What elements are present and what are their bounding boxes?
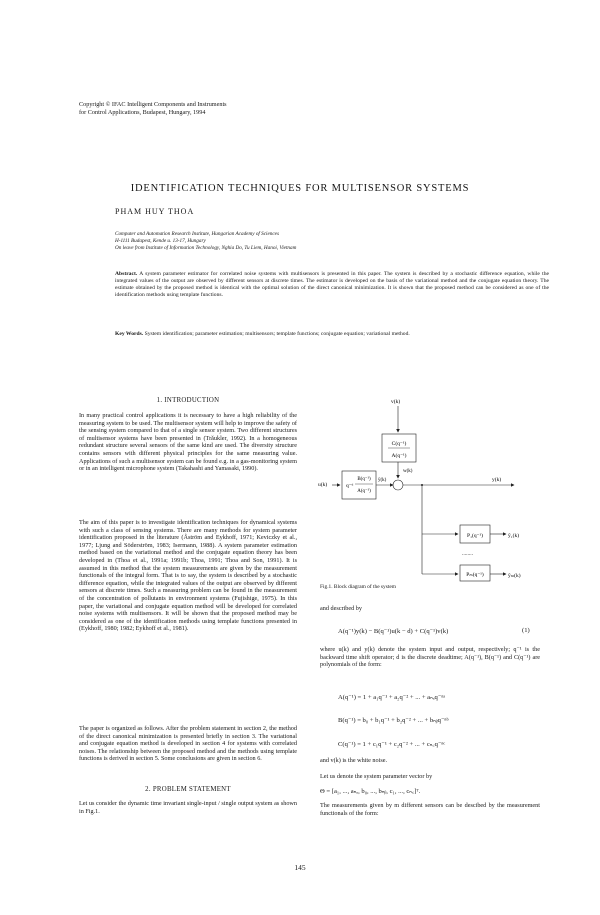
white-noise-text: and v(k) is the white noise. (320, 757, 388, 764)
noise-filter-denominator: A(q⁻¹) (391, 453, 407, 459)
figure-caption: Fig.1. Block diagram of the system (320, 584, 396, 590)
intro-para-3: The paper is organized as follows. After the problem statement in section 2, the method of the direct canonical minimization is presented briefly in section 3. The variational and conjugate equation method is developed in section 4 for systems with correlated noises. The relationship between the proposed method and the methods using template functions is derived in section 5. Some conclusions are given in section 6. (79, 725, 297, 763)
sensor-m-transfer: Pₘ(q⁻¹) (466, 572, 484, 578)
copyright-line-2: for Control Applications, Budapest, Hungary, 1994 (79, 108, 206, 116)
sensor-1-output: ỹ₁(k) (508, 533, 520, 539)
keywords-label: Key Words. (115, 331, 144, 337)
abstract (115, 271, 549, 299)
system-output-label: y(k) (492, 477, 502, 483)
measurements-text: The measurements given by m different sensors can be descibed by the measurement functionals of the form: (320, 802, 540, 817)
author-affiliation (115, 231, 535, 251)
sensor-1-transfer: P₁(q⁻¹) (467, 533, 483, 539)
noise-input-label: v(k) (391, 399, 401, 405)
plant-denominator: A(q⁻¹) (357, 489, 371, 494)
affiliation-line-1: Computer and Automation Research Institute, Hungarian Academy of Sciences (115, 231, 280, 237)
paper-author: PHAM HUY THOA (115, 207, 195, 216)
affiliation-line-3: On leave from Institute of Information Technology, Nghia Do, Tu Liem, Hanoi, Vietnam (115, 244, 297, 251)
intro-para-2: The aim of this paper is to investigate identification techniques for dynamical systems with such a class of sensing systems. There are many methods for system parameter identification proposed in the literature (Åström and Eykhoff, 1971; Keviczky et al., 1977; Ljung and Söderström, 1983; Isermann, 1988). A system parameter estimation method based on the variational method and the conjugate equation theory has been developed in (Thoa et al., 1991a; 1991b; Thoa, 1991; Thoa and Son, 1991). It is assumed in this method that the system measurements are given by the measurement functionals of the integral form. That is to say, the system is described by a stochastic difference equation, while the integrated values of the output are observed by different sensors at discrete times. Such a measuring problem can be found in the measurement of the concentration of pollutants in environment systems (Fujishige, 1975). In this paper, the variational and conjugate equation method will be developed for correlated noise systems with multisensors. It will be shown that the proposed method may be considered as one of the identification methods using template functions presented in (Eykhoff, 1980; 1982; Eykhoff et al., 1981). (79, 519, 297, 633)
problem-heading: 2. PROBLEM STATEMENT (145, 786, 231, 793)
plant-numerator: B(q⁻¹) (357, 477, 371, 482)
equation-B: B(q⁻¹) = b₀ + b₁q⁻¹ + b₂q⁻² + ... + bₙᵦq⁻ⁿᵇ (338, 717, 449, 724)
paper-title: IDENTIFICATION TECHNIQUES FOR MULTISENSOR SYSTEMS (130, 183, 470, 194)
sensor-ellipsis: ........ (462, 551, 473, 557)
described-by-text: and described by (320, 605, 362, 612)
sensor-m-output: ỹₘ(k) (508, 573, 521, 579)
abstract-label: Abstract. (115, 271, 138, 277)
where-text: where u(k) and y(k) denote the system input and output, respectively; q⁻¹ is the backward time shift operator; d is the discrete deadtime; A(q⁻¹), B(q⁻¹) and C(q⁻¹) are polynomials of the form: (320, 646, 540, 669)
keywords (115, 331, 549, 338)
block-diagram-figure (312, 392, 552, 582)
problem-para-1: Let us consider the dynamic time invariant single-input / single output system as shown in Fig.1. (79, 800, 297, 815)
copyright-notice (79, 101, 379, 116)
plant-delay: q⁻ᵈ (346, 483, 354, 489)
system-input-label: u(k) (318, 482, 328, 488)
equation-1-number: (1) (522, 627, 530, 634)
copyright-line-1: Copyright © IFAC Intelligent Components and Instruments (79, 101, 227, 108)
keywords-text: System identification; parameter estimation; multisensors; template functions; conjugate equation; variational method. (144, 331, 410, 337)
parameter-vector-text: Let us denote the system parameter vector by (320, 773, 433, 780)
noise-filter-numerator: C(q⁻¹) (391, 441, 407, 447)
affiliation-line-2: H-1111 Budapest, Kende u. 13-17, Hungary (115, 237, 206, 244)
w-label: w(k) (403, 469, 413, 474)
equation-1: A(q⁻¹)y(k) − B(q⁻¹)u(k − d) + C(q⁻¹)v(k) (338, 628, 449, 635)
equation-C: C(q⁻¹) = 1 + c₁q⁻¹ + c₂q⁻² + ... + cₙ꜀q⁻ⁿᶜ (338, 741, 446, 748)
intro-heading: 1. INTRODUCTION (156, 397, 220, 404)
equation-A: A(q⁻¹) = 1 + a₁q⁻¹ + a₂q⁻² + ... + aₙₐq⁻ⁿᵃ (338, 694, 446, 701)
intro-para-1: In many practical control applications it is necessary to have a high reliability of the measuring system to be used. The multisensor system will help to improve the safety of the sensing system compared to that of a single sensor system. Two different structures of multisensor systems have been presented in (Trăukler, 1992). In a homogeneous redundant structure several sensors of the same kind are used. The diversity structure contains sensors with different physical principles for the same measuring value. Applications of such a multisensor system can be found e.g. in a gas-monitoring system or in an intelligent microphone system (Takahashi and Yamasaki, 1990). (79, 412, 297, 473)
summing-junction (393, 480, 403, 490)
branch-node (421, 484, 423, 486)
page-number: 145 (294, 863, 306, 872)
parameter-vector-equation: Θ = [a₁, ..., aₙₐ, b₀, ..., bₙᵦ, c₁, ..., cₙ꜀]ᵀ. (320, 788, 421, 795)
ybar-label: ȳ(k) (378, 478, 387, 483)
abstract-text: A system parameter estimator for correlated noise systems with multisensors is presented in this paper. The system is described by a stochastic difference equation, while the integrated values of the output are observed by different sensors at discrete times. The estimator is developed on the basis of the variational method and the conjugate equation theory. The estimate obtained by the proposed method is identical with the optimal solution of the direct canonical minimization. It is shown that the proposed method can be considered as one of the identification methods using template functions. (115, 271, 549, 299)
